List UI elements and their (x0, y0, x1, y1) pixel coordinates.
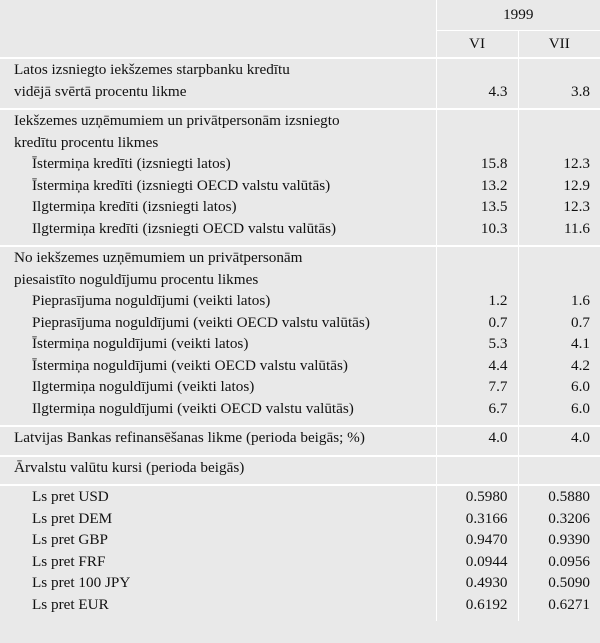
value-vii: 6.0 (518, 376, 600, 398)
value-vi (436, 132, 518, 154)
value-vii: 0.5880 (518, 485, 600, 508)
spacer-cell (518, 478, 600, 485)
section-spacer (0, 419, 600, 426)
value-vi: 10.3 (436, 218, 518, 240)
row-label: Pieprasījuma noguldījumi (veikti latos) (32, 292, 271, 309)
row-label: Pieprasījuma noguldījumi (veikti OECD valstu valūtās) (32, 313, 370, 331)
value-vi: 13.5 (436, 196, 518, 218)
spacer-cell (518, 239, 600, 246)
spacer-cell (518, 449, 600, 456)
section-spacer (0, 239, 600, 246)
value-vi: 0.7 (436, 312, 518, 334)
section-spacer (0, 102, 600, 109)
table-row (0, 109, 600, 132)
table-row (0, 81, 600, 103)
header-month-row (0, 31, 600, 59)
spacer-cell (518, 615, 600, 621)
value-vii: 0.6271 (518, 594, 600, 616)
table-row (0, 218, 600, 240)
value-vi: 7.7 (436, 376, 518, 398)
row-label: Ls pret DEM (32, 509, 113, 527)
row-label: Ls pret FRF (32, 552, 106, 570)
header-blank-cell (0, 31, 436, 59)
row-label: Ilgtermiņa noguldījumi (veikti latos) (32, 378, 255, 395)
row-label: Ilgtermiņa kredīti (izsniegti OECD valstu valūtās) (32, 219, 337, 237)
value-vii (518, 269, 600, 291)
row-label: Īstermiņa kredīti (izsniegti latos) (32, 155, 231, 172)
value-vii (518, 109, 600, 132)
spacer-cell (436, 449, 518, 456)
table-row (0, 175, 600, 197)
value-vi: 1.2 (436, 290, 518, 312)
table-row (0, 376, 600, 398)
table-row (0, 312, 600, 334)
value-vii: 12.3 (518, 153, 600, 175)
value-vii (518, 132, 600, 154)
table-row (0, 58, 600, 81)
table-row (0, 269, 600, 291)
table-row (0, 333, 600, 355)
value-vi (436, 246, 518, 269)
spacer-cell (0, 478, 436, 485)
table-row (0, 456, 600, 479)
row-label: Latos izsniegto iekšzemes starpbanku kredītu (0, 58, 436, 81)
value-vii: 1.6 (518, 290, 600, 312)
row-label: Ls pret 100 JPY (32, 574, 131, 591)
row-label: Īstermiņa noguldījumi (veikti OECD valstu valūtās) (32, 356, 348, 374)
table-row (0, 132, 600, 154)
value-vi: 4.0 (436, 426, 518, 449)
row-label: vidējā svērtā procentu likme (14, 82, 187, 100)
spacer-cell (436, 239, 518, 246)
value-vii: 0.7 (518, 312, 600, 334)
value-vii: 0.5090 (518, 572, 600, 594)
value-vi: 0.0944 (436, 551, 518, 573)
table-row (0, 551, 600, 573)
year-header: 1999 (436, 0, 600, 31)
row-label: No iekšzemes uzņēmumiem un privātpersonām (0, 246, 436, 269)
table-row (0, 355, 600, 377)
value-vi: 5.3 (436, 333, 518, 355)
spacer-cell (0, 239, 436, 246)
table-row (0, 572, 600, 594)
spacer-cell (436, 615, 518, 621)
value-vii: 4.2 (518, 355, 600, 377)
row-label: Latvijas Bankas refinansēšanas likme (perioda beigās; %) (0, 426, 436, 449)
value-vi: 0.4930 (436, 572, 518, 594)
value-vii: 11.6 (518, 218, 600, 240)
table-body (0, 58, 600, 621)
spacer-cell (518, 419, 600, 426)
spacer-cell (518, 102, 600, 109)
table-row (0, 398, 600, 420)
value-vi: 6.7 (436, 398, 518, 420)
row-label: Iekšzemes uzņēmumiem un privātpersonām izsniegto (0, 109, 436, 132)
value-vi: 4.4 (436, 355, 518, 377)
spacer-cell (436, 419, 518, 426)
month-header-vii: VII (518, 31, 600, 59)
value-vii: 0.9390 (518, 529, 600, 551)
value-vii: 0.3206 (518, 508, 600, 530)
header-year-row (0, 0, 600, 31)
value-vi (436, 269, 518, 291)
value-vii: 0.0956 (518, 551, 600, 573)
row-label: Ls pret USD (0, 485, 436, 508)
section-spacer (0, 615, 600, 621)
value-vii (518, 246, 600, 269)
table-row (0, 485, 600, 508)
row-label: kredītu procentu likmes (14, 133, 159, 151)
row-label: piesaistīto noguldījumu procentu likmes (14, 270, 259, 288)
value-vi (436, 58, 518, 81)
value-vii: 3.8 (518, 81, 600, 103)
value-vii: 4.1 (518, 333, 600, 355)
value-vi: 0.3166 (436, 508, 518, 530)
row-label: Ilgtermiņa kredīti (izsniegti latos) (32, 198, 237, 215)
value-vii: 12.9 (518, 175, 600, 197)
value-vi (436, 109, 518, 132)
spacer-cell (436, 478, 518, 485)
row-label: Īstermiņa kredīti (izsniegti OECD valstu valūtās) (32, 176, 331, 194)
table-row (0, 290, 600, 312)
row-label: Ilgtermiņa noguldījumi (veikti OECD valstu valūtās) (32, 399, 354, 417)
table-row (0, 246, 600, 269)
value-vii: 4.0 (518, 426, 600, 449)
value-vi: 4.3 (436, 81, 518, 103)
spacer-cell (0, 615, 436, 621)
value-vi: 0.5980 (436, 485, 518, 508)
spacer-cell (436, 102, 518, 109)
table-row (0, 153, 600, 175)
value-vii: 12.3 (518, 196, 600, 218)
value-vi: 13.2 (436, 175, 518, 197)
section-spacer (0, 478, 600, 485)
table-row (0, 508, 600, 530)
row-label: Ls pret GBP (32, 531, 108, 548)
value-vi (436, 456, 518, 479)
row-label: Īstermiņa noguldījumi (veikti latos) (32, 335, 249, 352)
table-row (0, 426, 600, 449)
table-row (0, 594, 600, 616)
value-vii (518, 456, 600, 479)
spacer-cell (0, 449, 436, 456)
spacer-cell (0, 419, 436, 426)
table-row (0, 529, 600, 551)
table-row (0, 196, 600, 218)
value-vii (518, 58, 600, 81)
value-vi: 15.8 (436, 153, 518, 175)
spacer-cell (0, 102, 436, 109)
header-blank-cell (0, 0, 436, 31)
section-spacer (0, 449, 600, 456)
value-vi: 0.9470 (436, 529, 518, 551)
value-vi: 0.6192 (436, 594, 518, 616)
row-label: Ls pret EUR (32, 595, 109, 613)
month-header-vi: VI (436, 31, 518, 59)
row-label: Ārvalstu valūtu kursi (perioda beigās) (0, 456, 436, 479)
value-vii: 6.0 (518, 398, 600, 420)
